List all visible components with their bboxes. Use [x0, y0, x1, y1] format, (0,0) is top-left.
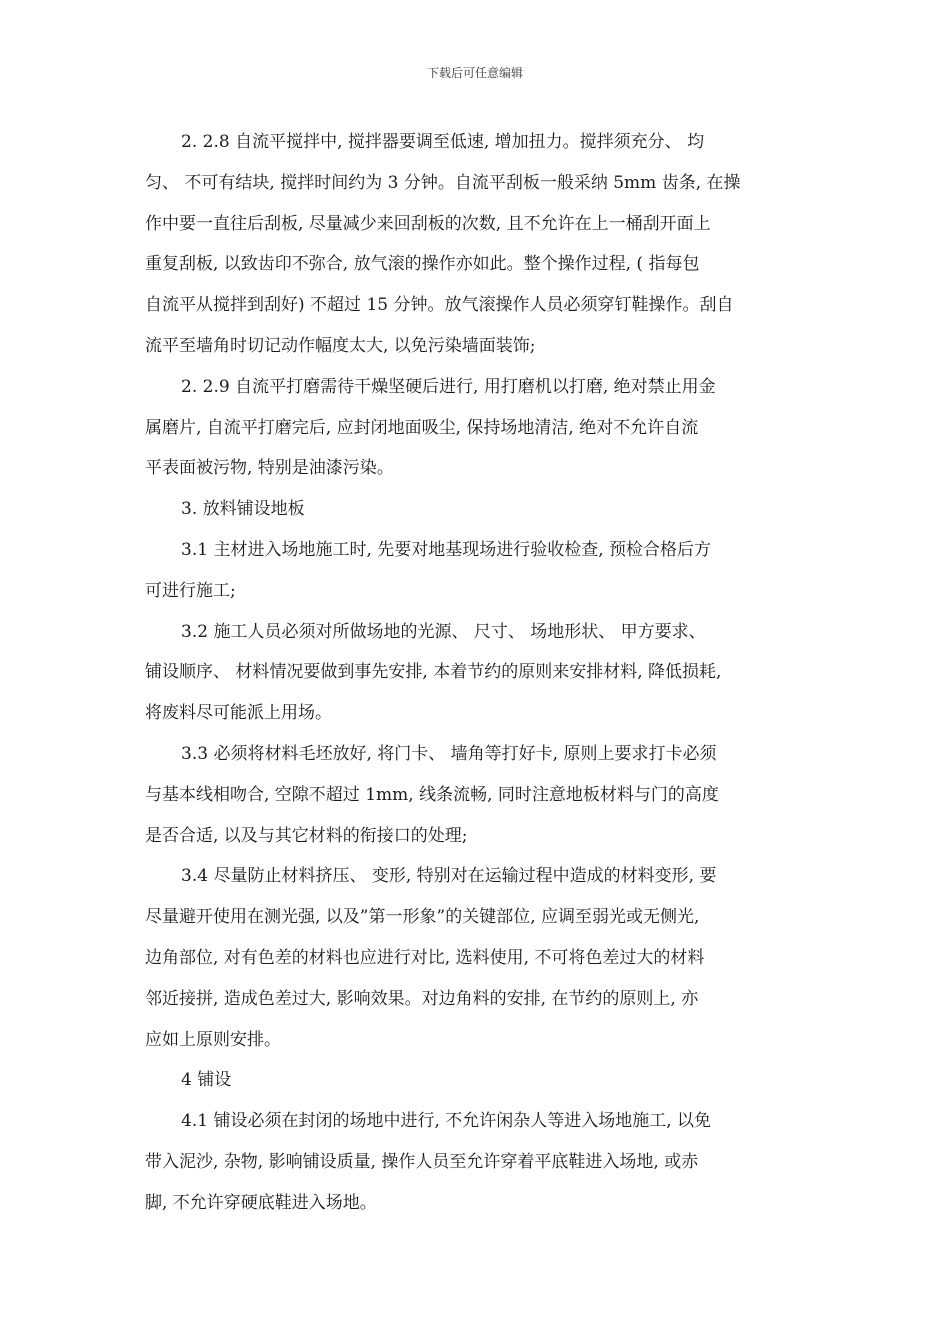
- text-line: 带入泥沙, 杂物, 影响铺设质量, 操作人员至允许穿着平底鞋进入场地, 或赤: [145, 1151, 699, 1172]
- text-line: 2. 2.8 自流平搅拌中, 搅拌器要调至低速, 增加扭力。搅拌须充分、 均: [181, 132, 705, 152]
- text-line: 属磨片, 自流平打磨完后, 应封闭地面吸尘, 保持场地清洁, 绝对不允许自流: [145, 417, 699, 438]
- page-header: 下载后可任意编辑: [426, 66, 523, 80]
- text-line: 应如上原则安排。: [145, 1029, 281, 1050]
- text-line: 4 铺设: [181, 1070, 232, 1091]
- text-line: 平表面被污物, 特别是油漆污染。: [145, 458, 394, 479]
- paragraph: [145, 1060, 813, 1101]
- paragraph: [145, 530, 813, 612]
- text-line: 边角部位, 对有色差的材料也应进行对比, 选料使用, 不可将色差过大的材料: [145, 947, 705, 968]
- paragraph: [145, 612, 813, 734]
- text-line: 是否合适, 以及与其它材料的衔接口的处理;: [145, 825, 468, 846]
- text-line: 3.1 主材进入场地施工时, 先要对地基现场进行验收检查, 预检合格后方: [181, 539, 712, 560]
- text-line: 铺设顺序、 材料情况要做到事先安排, 本着节约的原则来安排材料, 降低损耗,: [145, 662, 722, 683]
- text-line: 与基本线相吻合, 空隙不超过 1mm, 线条流畅, 同时注意地板材料与门的高度: [145, 784, 719, 805]
- text-line: 3. 放料铺设地板: [181, 499, 305, 520]
- paragraph: [145, 734, 813, 856]
- text-line: 4.1 铺设必须在封闭的场地中进行, 不允许闲杂人等进入场地施工, 以免: [181, 1111, 712, 1132]
- paragraph: [145, 856, 813, 1060]
- text-line: 邻近接拼, 造成色差过大, 影响效果。对边角料的安排, 在节约的原则上, 亦: [145, 988, 699, 1009]
- text-line: 可进行施工;: [145, 580, 236, 601]
- paragraph: [145, 367, 813, 489]
- text-line: 尽量避开使用在测光强, 以及”第一形象”的关键部位, 应调至弱光或无侧光,: [145, 907, 700, 928]
- text-line: 3.4 尽量防止材料挤压、 变形, 特别对在运输过程中造成的材料变形, 要: [181, 866, 717, 887]
- text-line: 重复刮板, 以致齿印不弥合, 放气滚的操作亦如此。整个操作过程, ( 指每包: [145, 254, 700, 275]
- text-line: 自流平从搅拌到刮好) 不超过 15 分钟。放气滚操作人员必须穿钉鞋操作。刮自: [145, 295, 734, 316]
- text-line: 流平至墙角时切记动作幅度太大, 以免污染墙面装饰;: [145, 335, 536, 356]
- text-line: 作中要一直往后刮板, 尽量减少来回刮板的次数, 且不允许在上一桶刮开面上: [145, 213, 711, 234]
- text-line: 将废料尽可能派上用场。: [145, 703, 332, 724]
- text-line: 2. 2.9 自流平打磨需待干燥坚硬后进行, 用打磨机以打磨, 绝对禁止用金: [181, 376, 716, 397]
- paragraph: [145, 1101, 813, 1223]
- paragraph: [145, 489, 813, 530]
- text-line: 3.3 必须将材料毛坯放好, 将门卡、 墙角等打好卡, 原则上要求打卡必须: [181, 743, 717, 764]
- text-line: 脚, 不允许穿硬底鞋进入场地。: [145, 1192, 377, 1213]
- document-body: [145, 122, 813, 1224]
- text-line: 匀、 不可有结块, 搅拌时间约为 3 分钟。自流平刮板一般采纳 5mm 齿条, 在操: [145, 172, 741, 193]
- text-line: 3.2 施工人员必须对所做场地的光源、 尺寸、 场地形状、 甲方要求、: [181, 621, 706, 642]
- paragraph: [145, 122, 813, 367]
